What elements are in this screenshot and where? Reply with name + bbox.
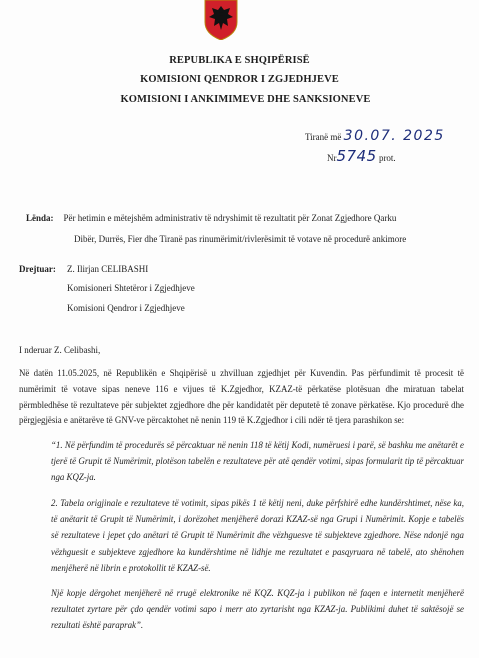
number-suffix: prot.	[378, 153, 396, 163]
number-value-handwritten: 5745	[336, 147, 377, 165]
date-value-handwritten: 30.07. 2025	[343, 128, 445, 144]
date-label: Tiranë më	[305, 132, 342, 142]
header-sub-commission: KOMISIONI I ANKIMIMEVE DHE SANKSIONEVE	[120, 94, 371, 105]
addressee-label: Drejtuar:	[19, 264, 56, 274]
greeting: I nderuar Z. Celibashi,	[19, 345, 101, 355]
addressee-name: Z. Ilirjan CELIBASHI	[67, 264, 149, 274]
albanian-coat-of-arms-emblem	[202, 0, 240, 40]
number-label: Nr	[327, 153, 337, 163]
quote-paragraph-1: “1. Në përfundim të procedurës së përcaktuar në nenin 118 të këtij Kodi, numëruesi i parë, së bashku me anëtarët e tjerë të Grupit të Numërimit, plotëson tabelën e rezultateve për atë qendër votimi, sipas formularit tip të përcaktuar nga KQZ-ja.	[51, 440, 464, 483]
protocol-number-line	[327, 147, 396, 165]
date-line	[305, 128, 445, 144]
addressee-title-1: Komisioneri Shtetëror i Zgjedhjeve	[67, 283, 195, 293]
header-commission: KOMISIONI QENDROR I ZGJEDHJEVE	[140, 74, 339, 85]
header-republic: REPUBLIKA E SHQIPËRISË	[169, 55, 310, 66]
quote-paragraph-2: 2. Tabela origjinale e rezultateve të votimit, sipas pikës 1 të këtij neni, duke përfshirë edhe kundërshtimet, nëse ka, të anëtarit të Grupit të Numërimit, i dorëzohet menjëherë dorazi KZAZ-së nga Grupi i Numërimit. Kopje e tabelës së rezultateve i jepet çdo anëtari të Grupit të Numërimit dhe vëzhguesve të subjekteve zgjedhore. Nëse ndonjë nga vëzhguesit e subjekteve zgjedhore ka kundërshtime në lidhje me rezultatet e pasqyruara në tabelë, ato shënohen menjëherë në librin e protokollit të KZAZ-së.	[51, 498, 464, 573]
quote-paragraph-3: Një kopje dërgohet menjëherë në rrugë elektronike në KQZ. KQZ-ja i publikon në faqen e internetit menjëherë rezultatet zyrtare për çdo qendër votimi sapo i merr ato zyrtarisht nga KZAZ-ja. Publikimi duhet të saktësojë se rezultati është paraprak”.	[51, 588, 464, 631]
addressee-title-2: Komisioni Qendror i Zgjedhjeve	[67, 303, 185, 313]
body-paragraph: Në datën 11.05.2025, në Republikën e Shqipërisë u zhvilluan zgjedhjet për Kuvendin. Pas përfundimit të procesit të numërimit të votave sipas neneve 116 e vijues të K.Zgjedhor, KZAZ-të përkatëse plotësuan dhe miratuan tabelat përmbledhëse të rezultateve për subjektet zgjedhore dhe për kandidatët për deputetë të zonave përkatëse. Kjo procedurë dhe përgjegjësia e anëtarëve të GNV-ve përcaktohet në nenin 119 të K.Zgjedhor i cili ndër të tjera parashikon se:	[19, 368, 464, 426]
subject-label: Lënda:	[26, 213, 54, 223]
subject-line-1: Për hetimin e mëtejshëm administrativ të ndryshimit të rezultatit për Zonat Zgjedhore Qarku	[63, 213, 397, 223]
subject-line-2: Dibër, Durrës, Fier dhe Tiranë pas rinumërimit/rivlerësimit të votave në procedurë ankimore	[74, 234, 407, 244]
